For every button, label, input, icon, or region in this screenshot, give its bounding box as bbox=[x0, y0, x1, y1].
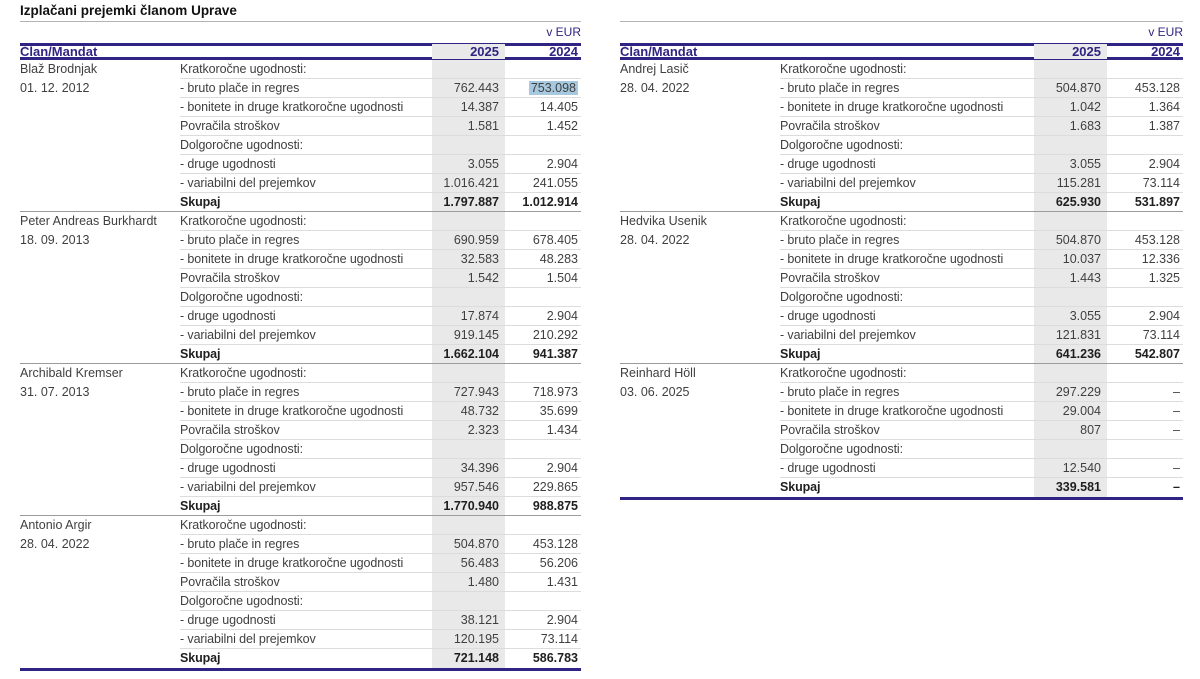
member-spacer-cell bbox=[20, 478, 180, 497]
member-spacer-cell bbox=[620, 421, 780, 440]
row-label: - druge ugodnosti bbox=[180, 307, 432, 326]
value-2025 bbox=[1034, 136, 1107, 155]
value-2025 bbox=[1034, 364, 1107, 383]
column-header-2025: 2025 bbox=[432, 44, 505, 59]
table-row bbox=[20, 573, 581, 592]
table-row bbox=[620, 79, 1183, 98]
table-row bbox=[20, 478, 581, 497]
row-label: - druge ugodnosti bbox=[180, 459, 432, 478]
value-2025: 721.148 bbox=[432, 649, 505, 668]
value-2025: 2.323 bbox=[432, 421, 505, 440]
value-2025: 1.542 bbox=[432, 269, 505, 288]
table-row bbox=[20, 402, 581, 421]
table-row bbox=[20, 421, 581, 440]
unit-label: v EUR bbox=[620, 21, 1183, 43]
member-spacer-cell bbox=[20, 345, 180, 363]
member-section bbox=[20, 60, 581, 212]
table-row bbox=[20, 516, 581, 535]
row-label: Skupaj bbox=[780, 195, 821, 209]
value-2024: 1.434 bbox=[505, 421, 581, 440]
row-label: Kratkoročne ugodnosti: bbox=[780, 60, 1034, 79]
row-label: - bruto plače in regres bbox=[780, 79, 1034, 98]
member-section bbox=[20, 516, 581, 668]
value-2024: 56.206 bbox=[505, 554, 581, 573]
member-spacer-cell bbox=[620, 440, 780, 459]
value-2025: 690.959 bbox=[432, 231, 505, 250]
member-spacer-cell bbox=[20, 554, 180, 573]
value-2024: 73.114 bbox=[505, 630, 581, 649]
value-2025: 762.443 bbox=[432, 79, 505, 98]
value-2025: 1.042 bbox=[1034, 98, 1107, 117]
row-label: Dolgoročne ugodnosti: bbox=[180, 440, 432, 459]
row-label: Skupaj bbox=[180, 499, 221, 513]
row-label: Kratkoročne ugodnosti: bbox=[780, 212, 1034, 231]
row-label: - variabilni del prejemkov bbox=[780, 174, 1034, 193]
member-section bbox=[620, 212, 1183, 364]
value-2025: 504.870 bbox=[1034, 231, 1107, 250]
table-row bbox=[20, 345, 581, 364]
value-2025: 957.546 bbox=[432, 478, 505, 497]
value-2025 bbox=[432, 288, 505, 307]
value-2024: 542.807 bbox=[1134, 347, 1180, 361]
value-2024: 453.128 bbox=[1107, 231, 1183, 250]
value-2024: 586.783 bbox=[532, 651, 578, 665]
table-row bbox=[20, 231, 581, 250]
value-2025 bbox=[1034, 440, 1107, 459]
value-2024: 2.904 bbox=[505, 611, 581, 630]
value-2024 bbox=[1107, 60, 1183, 79]
value-2024: 241.055 bbox=[505, 174, 581, 193]
member-name-cell: Hedvika Usenik bbox=[620, 214, 707, 228]
row-label: - bruto plače in regres bbox=[780, 383, 1034, 402]
mandate-date-cell: 03. 06. 2025 bbox=[620, 385, 690, 399]
value-2024: 210.292 bbox=[505, 326, 581, 345]
value-2024: 1.325 bbox=[1107, 269, 1183, 288]
member-name-cell: Reinhard Höll bbox=[620, 366, 696, 380]
value-2024 bbox=[505, 364, 581, 383]
row-label: - druge ugodnosti bbox=[780, 155, 1034, 174]
value-2025: 29.004 bbox=[1034, 402, 1107, 421]
row-label: Skupaj bbox=[180, 651, 221, 665]
member-spacer-cell bbox=[20, 402, 180, 421]
table-row bbox=[20, 98, 581, 117]
value-2024: 73.114 bbox=[1107, 174, 1183, 193]
member-spacer-cell bbox=[20, 326, 180, 345]
value-2025: 12.540 bbox=[1034, 459, 1107, 478]
table-row bbox=[20, 630, 581, 649]
row-label: Kratkoročne ugodnosti: bbox=[780, 364, 1034, 383]
value-2024: 1.504 bbox=[505, 269, 581, 288]
table-row bbox=[20, 269, 581, 288]
value-2025 bbox=[432, 440, 505, 459]
value-2024: – bbox=[1107, 459, 1183, 478]
member-spacer-cell bbox=[620, 326, 780, 345]
member-spacer-cell bbox=[20, 421, 180, 440]
member-spacer-cell bbox=[20, 649, 180, 668]
member-spacer-cell bbox=[620, 345, 780, 363]
member-spacer-cell bbox=[620, 155, 780, 174]
value-2024: 2.904 bbox=[505, 155, 581, 174]
table-row bbox=[20, 326, 581, 345]
member-spacer-cell bbox=[620, 269, 780, 288]
member-spacer-cell bbox=[20, 440, 180, 459]
table-row bbox=[620, 136, 1183, 155]
value-2024: 453.128 bbox=[1107, 79, 1183, 98]
table-row bbox=[20, 174, 581, 193]
member-spacer-cell bbox=[20, 497, 180, 515]
table-row bbox=[20, 79, 581, 98]
value-2024: 941.387 bbox=[532, 347, 578, 361]
value-2024 bbox=[505, 136, 581, 155]
member-name-cell: Archibald Kremser bbox=[20, 366, 123, 380]
value-2025: 1.581 bbox=[432, 117, 505, 136]
value-2025: 297.229 bbox=[1034, 383, 1107, 402]
member-section bbox=[620, 60, 1183, 212]
table-row bbox=[620, 231, 1183, 250]
value-2024: 1.431 bbox=[505, 573, 581, 592]
value-2024: 2.904 bbox=[1107, 155, 1183, 174]
row-label: Kratkoročne ugodnosti: bbox=[180, 364, 432, 383]
table-row bbox=[20, 611, 581, 630]
row-label: Povračila stroškov bbox=[780, 117, 1034, 136]
member-spacer-cell bbox=[620, 459, 780, 478]
table-row bbox=[20, 592, 581, 611]
value-2024: 2.904 bbox=[505, 459, 581, 478]
value-2025 bbox=[432, 60, 505, 79]
value-2025: 56.483 bbox=[432, 554, 505, 573]
row-label: Skupaj bbox=[180, 347, 221, 361]
remuneration-table-right bbox=[620, 21, 1183, 500]
member-spacer-cell bbox=[620, 250, 780, 269]
table-row bbox=[620, 345, 1183, 364]
value-2025: 14.387 bbox=[432, 98, 505, 117]
member-spacer-cell bbox=[20, 307, 180, 326]
value-2024 bbox=[505, 212, 581, 231]
member-section bbox=[620, 364, 1183, 497]
row-label: - bonitete in druge kratkoročne ugodnosti bbox=[780, 250, 1034, 269]
row-label: - druge ugodnosti bbox=[180, 155, 432, 174]
row-label: Povračila stroškov bbox=[780, 269, 1034, 288]
member-name-cell: Antonio Argir bbox=[20, 518, 92, 532]
member-section bbox=[20, 212, 581, 364]
member-spacer-cell bbox=[20, 98, 180, 117]
row-label: - bruto plače in regres bbox=[180, 79, 432, 98]
row-label: Dolgoročne ugodnosti: bbox=[180, 592, 432, 611]
member-spacer-cell bbox=[20, 269, 180, 288]
row-label: - variabilni del prejemkov bbox=[780, 326, 1034, 345]
table-row bbox=[620, 402, 1183, 421]
value-2024: 2.904 bbox=[505, 307, 581, 326]
value-2024: – bbox=[1107, 402, 1183, 421]
row-label: Kratkoročne ugodnosti: bbox=[180, 212, 432, 231]
table-row bbox=[20, 288, 581, 307]
member-spacer-cell bbox=[20, 193, 180, 211]
value-2024 bbox=[505, 440, 581, 459]
table-row bbox=[620, 98, 1183, 117]
mandate-date-cell: 01. 12. 2012 bbox=[20, 81, 90, 95]
row-label: - bruto plače in regres bbox=[780, 231, 1034, 250]
row-label: - bonitete in druge kratkoročne ugodnosti bbox=[180, 250, 432, 269]
value-2025: 1.480 bbox=[432, 573, 505, 592]
value-2025: 3.055 bbox=[432, 155, 505, 174]
mandate-date-cell: 31. 07. 2013 bbox=[20, 385, 90, 399]
value-2024 bbox=[1107, 212, 1183, 231]
table-row bbox=[20, 554, 581, 573]
value-2024 bbox=[1107, 288, 1183, 307]
value-2025: 919.145 bbox=[432, 326, 505, 345]
value-2024: 35.699 bbox=[505, 402, 581, 421]
table-row bbox=[20, 440, 581, 459]
row-label: Dolgoročne ugodnosti: bbox=[780, 440, 1034, 459]
table-row bbox=[20, 364, 581, 383]
row-label: - bonitete in druge kratkoročne ugodnosti bbox=[180, 554, 432, 573]
value-2025 bbox=[432, 212, 505, 231]
row-label: - bruto plače in regres bbox=[180, 231, 432, 250]
value-2025: 1.662.104 bbox=[432, 345, 505, 363]
table-row bbox=[620, 478, 1183, 497]
row-label: - bonitete in druge kratkoročne ugodnosti bbox=[180, 402, 432, 421]
column-header-2024: 2024 bbox=[549, 44, 578, 59]
table-header-row bbox=[620, 43, 1183, 60]
member-spacer-cell bbox=[20, 174, 180, 193]
table-row bbox=[620, 364, 1183, 383]
value-2025: 1.770.940 bbox=[432, 497, 505, 515]
table-row bbox=[620, 459, 1183, 478]
value-2024: – bbox=[1107, 421, 1183, 440]
member-spacer-cell bbox=[620, 117, 780, 136]
table-row bbox=[620, 440, 1183, 459]
column-header-2024: 2024 bbox=[1151, 44, 1180, 59]
member-spacer-cell bbox=[20, 117, 180, 136]
value-2025: 504.870 bbox=[432, 535, 505, 554]
value-2025 bbox=[432, 136, 505, 155]
member-spacer-cell bbox=[20, 573, 180, 592]
row-label: - bonitete in druge kratkoročne ugodnosti bbox=[180, 98, 432, 117]
table-row bbox=[620, 288, 1183, 307]
value-2025: 1.797.887 bbox=[432, 193, 505, 211]
row-label: - bruto plače in regres bbox=[180, 383, 432, 402]
value-2024: 48.283 bbox=[505, 250, 581, 269]
table-row bbox=[620, 117, 1183, 136]
value-2024 bbox=[1107, 136, 1183, 155]
mandate-date-cell: 28. 04. 2022 bbox=[620, 233, 690, 247]
column-header-member: Član/Mandat bbox=[620, 44, 698, 59]
member-name-cell: Peter Andreas Burkhardt bbox=[20, 214, 157, 228]
row-label: Povračila stroškov bbox=[180, 117, 432, 136]
row-label: - bonitete in druge kratkoročne ugodnosti bbox=[780, 98, 1034, 117]
value-2025 bbox=[1034, 212, 1107, 231]
table-row bbox=[20, 212, 581, 231]
value-2024: – bbox=[1173, 480, 1180, 494]
row-label: - variabilni del prejemkov bbox=[180, 326, 432, 345]
value-2025: 121.831 bbox=[1034, 326, 1107, 345]
member-spacer-cell bbox=[20, 611, 180, 630]
row-label: - variabilni del prejemkov bbox=[180, 630, 432, 649]
value-2024: – bbox=[1107, 383, 1183, 402]
table-body bbox=[620, 60, 1183, 497]
row-label: Povračila stroškov bbox=[180, 269, 432, 288]
value-2025: 17.874 bbox=[432, 307, 505, 326]
value-2024: 1.452 bbox=[505, 117, 581, 136]
table-row bbox=[20, 459, 581, 478]
row-label: - bonitete in druge kratkoročne ugodnosti bbox=[780, 402, 1034, 421]
value-2025 bbox=[1034, 60, 1107, 79]
column-header-2025: 2025 bbox=[1034, 44, 1107, 59]
table-row bbox=[620, 326, 1183, 345]
table-row bbox=[620, 383, 1183, 402]
table-row bbox=[620, 269, 1183, 288]
member-section bbox=[20, 364, 581, 516]
member-spacer-cell bbox=[620, 136, 780, 155]
row-label: Dolgoročne ugodnosti: bbox=[780, 136, 1034, 155]
value-2024 bbox=[505, 288, 581, 307]
value-2024: 1.012.914 bbox=[522, 195, 578, 209]
mandate-date-cell: 28. 04. 2022 bbox=[20, 537, 90, 551]
value-2025: 727.943 bbox=[432, 383, 505, 402]
table-row bbox=[20, 649, 581, 668]
row-label: Skupaj bbox=[780, 480, 821, 494]
value-2025: 3.055 bbox=[1034, 155, 1107, 174]
table-row bbox=[620, 155, 1183, 174]
page-title: Izplačani prejemki članom Uprave bbox=[20, 3, 237, 18]
value-2024: 1.364 bbox=[1107, 98, 1183, 117]
table-header-row bbox=[20, 43, 581, 60]
value-2024: 531.897 bbox=[1134, 195, 1180, 209]
table-row bbox=[620, 174, 1183, 193]
value-2024 bbox=[505, 516, 581, 535]
value-2024: 453.128 bbox=[505, 535, 581, 554]
remuneration-table-left bbox=[20, 21, 581, 671]
row-label: Dolgoročne ugodnosti: bbox=[180, 288, 432, 307]
value-2024: 2.904 bbox=[1107, 307, 1183, 326]
value-2025: 120.195 bbox=[432, 630, 505, 649]
row-label: Skupaj bbox=[780, 347, 821, 361]
table-row bbox=[20, 60, 581, 79]
mandate-date-cell: 28. 04. 2022 bbox=[620, 81, 690, 95]
value-2024: 229.865 bbox=[505, 478, 581, 497]
row-label: Kratkoročne ugodnosti: bbox=[180, 60, 432, 79]
value-2025: 1.016.421 bbox=[432, 174, 505, 193]
table-row bbox=[20, 535, 581, 554]
value-2025 bbox=[432, 592, 505, 611]
row-label: Dolgoročne ugodnosti: bbox=[180, 136, 432, 155]
column-header-member: Član/Mandat bbox=[20, 44, 98, 59]
table-row bbox=[20, 193, 581, 212]
value-2025 bbox=[1034, 288, 1107, 307]
member-spacer-cell bbox=[620, 288, 780, 307]
row-label: - druge ugodnosti bbox=[780, 307, 1034, 326]
row-label: - druge ugodnosti bbox=[780, 459, 1034, 478]
value-2024: 1.387 bbox=[1107, 117, 1183, 136]
value-2024: 14.405 bbox=[505, 98, 581, 117]
member-spacer-cell bbox=[620, 478, 780, 497]
row-label: - bruto plače in regres bbox=[180, 535, 432, 554]
row-label: Kratkoročne ugodnosti: bbox=[180, 516, 432, 535]
row-label: Povračila stroškov bbox=[180, 573, 432, 592]
value-2024 bbox=[505, 60, 581, 79]
value-2025: 807 bbox=[1034, 421, 1107, 440]
value-2025: 10.037 bbox=[1034, 250, 1107, 269]
member-spacer-cell bbox=[620, 193, 780, 211]
value-2025: 339.581 bbox=[1034, 478, 1107, 497]
row-label: - variabilni del prejemkov bbox=[180, 174, 432, 193]
table-row bbox=[20, 117, 581, 136]
value-2024: 73.114 bbox=[1107, 326, 1183, 345]
value-2024 bbox=[505, 79, 581, 98]
table-row bbox=[20, 307, 581, 326]
member-spacer-cell bbox=[620, 307, 780, 326]
row-label: Povračila stroškov bbox=[780, 421, 1034, 440]
table-row bbox=[620, 307, 1183, 326]
table-row bbox=[620, 193, 1183, 212]
member-spacer-cell bbox=[20, 250, 180, 269]
value-2024: 12.336 bbox=[1107, 250, 1183, 269]
unit-label: v EUR bbox=[20, 21, 581, 43]
table-row bbox=[620, 212, 1183, 231]
member-name-cell: Blaž Brodnjak bbox=[20, 62, 98, 76]
row-label: Povračila stroškov bbox=[180, 421, 432, 440]
value-2025: 32.583 bbox=[432, 250, 505, 269]
value-2024: 718.973 bbox=[505, 383, 581, 402]
value-2025: 34.396 bbox=[432, 459, 505, 478]
value-2024 bbox=[1107, 440, 1183, 459]
value-2025: 38.121 bbox=[432, 611, 505, 630]
table-row bbox=[620, 421, 1183, 440]
table-row bbox=[20, 497, 581, 516]
member-spacer-cell bbox=[20, 459, 180, 478]
row-label: Dolgoročne ugodnosti: bbox=[780, 288, 1034, 307]
value-2025: 48.732 bbox=[432, 402, 505, 421]
value-2025: 3.055 bbox=[1034, 307, 1107, 326]
table-row bbox=[20, 383, 581, 402]
value-2025: 641.236 bbox=[1034, 345, 1107, 363]
table-row bbox=[620, 250, 1183, 269]
member-spacer-cell bbox=[20, 288, 180, 307]
table-row bbox=[620, 60, 1183, 79]
value-2025: 1.683 bbox=[1034, 117, 1107, 136]
member-spacer-cell bbox=[620, 174, 780, 193]
member-spacer-cell bbox=[20, 136, 180, 155]
table-row bbox=[20, 155, 581, 174]
value-2025: 625.930 bbox=[1034, 193, 1107, 211]
member-spacer-cell bbox=[20, 592, 180, 611]
row-label: - variabilni del prejemkov bbox=[180, 478, 432, 497]
member-spacer-cell bbox=[620, 402, 780, 421]
table-body bbox=[20, 60, 581, 668]
selected-value-highlight: 753.098 bbox=[530, 81, 576, 95]
value-2024: 678.405 bbox=[505, 231, 581, 250]
value-2025: 504.870 bbox=[1034, 79, 1107, 98]
table-row bbox=[20, 250, 581, 269]
value-2024: 988.875 bbox=[532, 499, 578, 513]
member-spacer-cell bbox=[20, 630, 180, 649]
member-spacer-cell bbox=[20, 155, 180, 174]
mandate-date-cell: 18. 09. 2013 bbox=[20, 233, 90, 247]
member-spacer-cell bbox=[620, 98, 780, 117]
table-row bbox=[20, 136, 581, 155]
row-label: Skupaj bbox=[180, 195, 221, 209]
value-2025 bbox=[432, 364, 505, 383]
value-2024 bbox=[1107, 364, 1183, 383]
value-2024 bbox=[505, 592, 581, 611]
row-label: - druge ugodnosti bbox=[180, 611, 432, 630]
value-2025: 1.443 bbox=[1034, 269, 1107, 288]
member-name-cell: Andrej Lasič bbox=[620, 62, 689, 76]
value-2025 bbox=[432, 516, 505, 535]
value-2025: 115.281 bbox=[1034, 174, 1107, 193]
